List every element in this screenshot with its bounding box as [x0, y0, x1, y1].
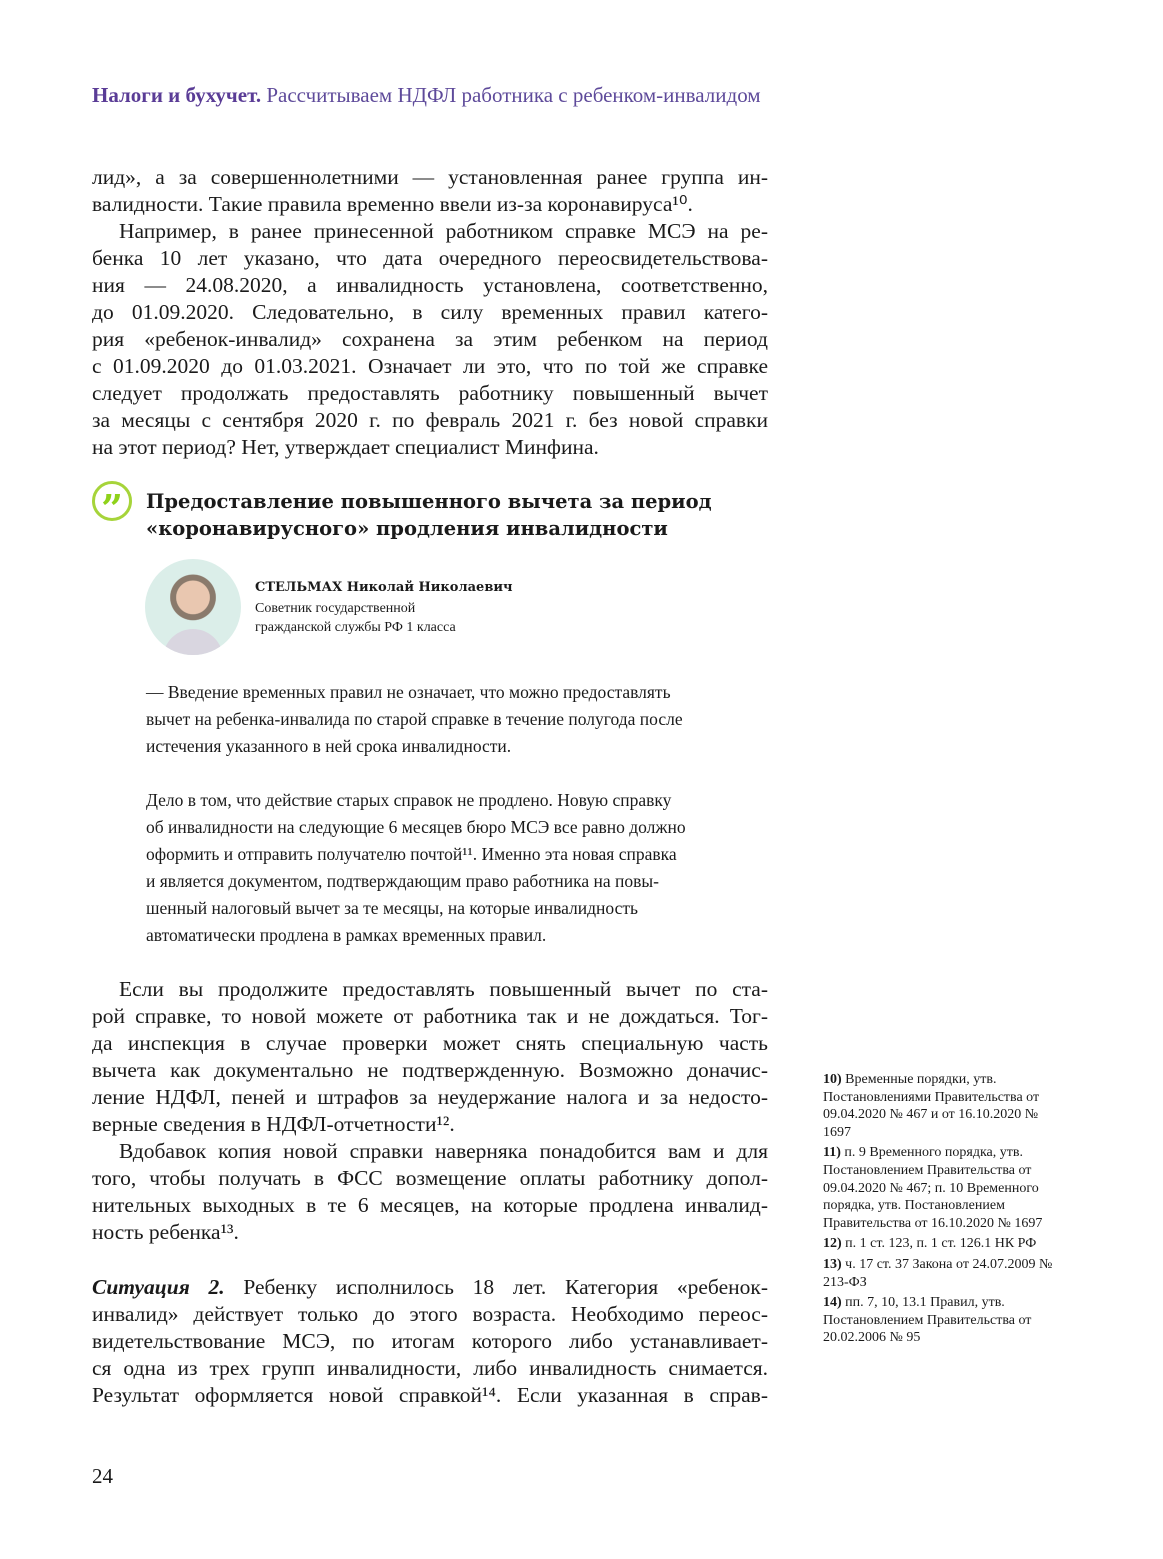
quote-line: оформить и отправить получателю почтой¹¹. Именно эта новая справка — [146, 844, 677, 864]
quote-line: — Введение временных правил не означает, что можно предоставлять — [146, 682, 671, 702]
expert-role-line: гражданской службы РФ 1 класса — [255, 620, 456, 635]
text-line: того, чтобы получать в ФСС возмещение оплаты работнику допол- — [92, 1166, 768, 1190]
footnote — [823, 1294, 1053, 1347]
text-line: следует продолжать предоставлять работнику повышенный вычет — [92, 381, 768, 405]
text-line: инвалид» действует только до этого возраста. Необходимо переос- — [92, 1302, 768, 1326]
text-line: ление НДФЛ, пеней и штрафов за неудержание налога и за недосто- — [92, 1085, 768, 1109]
text-line: видетельствование МСЭ, по итогам которого либо устанавливает- — [92, 1329, 768, 1353]
quote-heading-line: Предоставление повышенного вычета за период — [146, 490, 712, 513]
quote-line: истечения указанного в ней срока инвалидности. — [146, 736, 512, 756]
footnote-number: 13) — [823, 1256, 842, 1272]
header-section: Налоги и бухучет. — [92, 83, 262, 107]
body-text-bottom — [92, 976, 768, 1246]
quote-paragraph-2 — [146, 787, 768, 949]
text-line: на этот период? Нет, утверждает специалист Минфина. — [92, 435, 599, 459]
footnote-text: Временные порядки, утв. Постановлениями Правительства от 09.04.2020 № 467 и от 16.10.2020 № 1697 — [823, 1072, 1040, 1140]
footnotes — [823, 1071, 1053, 1350]
text-line: ся одна из трех групп инвалидности, либо инвалидность снимается. — [92, 1356, 768, 1380]
quote-line: об инвалидности на следующие 6 месяцев бюро МСЭ все равно должно — [146, 817, 686, 837]
text-line: лид», а за совершеннолетними — установленная ранее группа ин- — [92, 165, 768, 189]
expert-role — [255, 599, 456, 637]
text-line: рой справке, то новой можете от работника так и не дождаться. Тог- — [92, 1004, 768, 1028]
footnote-number: 14) — [823, 1295, 842, 1311]
quote-icon: ” — [92, 481, 132, 521]
quote-paragraph-1 — [146, 679, 768, 760]
situation-first: Ребенку исполнилось 18 лет. Категория «ребенок- — [224, 1275, 768, 1299]
footnote-text: п. 1 ст. 123, п. 1 ст. 126.1 НК РФ — [845, 1236, 1037, 1252]
body-text-top — [92, 164, 768, 461]
text-line: нительных выходных в те 6 месяцев, на которые продлена инвалид- — [92, 1193, 768, 1217]
running-header — [92, 83, 761, 108]
quote-line: и является документом, подтверждающим право работника на повы- — [146, 871, 660, 891]
footnote — [823, 1144, 1053, 1232]
header-title: Рассчитываем НДФЛ работника с ребенком-инвалидом — [266, 83, 761, 107]
footnote-text: пп. 7, 10, 13.1 Правил, утв. Постановлением Правительства от 20.02.2006 № 95 — [823, 1295, 1032, 1346]
text-line: Результат оформляется новой справкой¹⁴. Если указанная в справ- — [92, 1383, 768, 1407]
quote-line: вычет на ребенка-инвалида по старой справке в течение полугода после — [146, 709, 683, 729]
text-line: до 01.09.2020. Следовательно, в силу временных правил катего- — [92, 300, 768, 324]
footnote — [823, 1256, 1053, 1291]
page-number: 24 — [92, 1464, 113, 1488]
text-line: да инспекция в случае проверки может снять специальную часть — [92, 1031, 768, 1055]
quote-heading — [146, 488, 712, 542]
quote-line: Дело в том, что действие старых справок не продлено. Новую справку — [146, 790, 672, 810]
footnote-text: п. 9 Временного порядка, утв. Постановлением Правительства от 09.04.2020 № 467; п. 10 Временного порядка, утв. Постановлением Правительства от 16.10.2020 № 1697 — [823, 1145, 1043, 1231]
text-line: с 01.09.2020 до 01.03.2021. Означает ли это, что по той же справке — [92, 354, 768, 378]
situation-lead: Ситуация 2. — [92, 1275, 225, 1299]
text-line — [92, 1274, 768, 1301]
text-line: ния — 24.08.2020, а инвалидность установлена, соответственно, — [92, 273, 768, 297]
quote-line: автоматически продлена в рамках временных правил. — [146, 925, 547, 945]
expert-photo — [145, 559, 241, 655]
text-line: бенка 10 лет указано, что дата очередного переосвидетельствова- — [92, 246, 768, 270]
footnote — [823, 1071, 1053, 1141]
text-line: Если вы продолжите предоставлять повышенный вычет по ста- — [119, 977, 768, 1001]
text-line: рия «ребенок-инвалид» сохранена за этим ребенком на период — [92, 327, 768, 351]
footnote-number: 11) — [823, 1145, 841, 1161]
text-line: верные сведения в НДФЛ-отчетности¹². — [92, 1112, 455, 1136]
footnote-number: 12) — [823, 1236, 842, 1252]
text-line: ность ребенка¹³. — [92, 1220, 239, 1244]
footnote — [823, 1235, 1053, 1253]
text-line: Вдобавок копия новой справки наверняка понадобится вам и для — [119, 1139, 768, 1163]
footnote-text: ч. 17 ст. 37 Закона от 24.07.2009 № 213-ФЗ — [823, 1256, 1053, 1290]
quote-heading-line: «коронавирусного» продления инвалидности — [146, 517, 668, 540]
situation-paragraph — [92, 1274, 768, 1409]
text-line: за месяцы с сентября 2020 г. по февраль 2021 г. без новой справки — [92, 408, 768, 432]
text-line: вычета как документально не подтвержденную. Возможно доначис- — [92, 1058, 768, 1082]
text-line: Например, в ранее принесенной работником справке МСЭ на ре- — [119, 219, 768, 243]
expert-role-line: Советник государственной — [255, 601, 416, 616]
quote-line: шенный налоговый вычет за те месяцы, на которые инвалидность — [146, 898, 639, 918]
expert-name: СТЕЛЬМАХ Николай Николаевич — [255, 580, 513, 595]
footnote-number: 10) — [823, 1072, 842, 1087]
text-line: валидности. Такие правила временно ввели из-за коронавируса¹⁰. — [92, 192, 693, 216]
